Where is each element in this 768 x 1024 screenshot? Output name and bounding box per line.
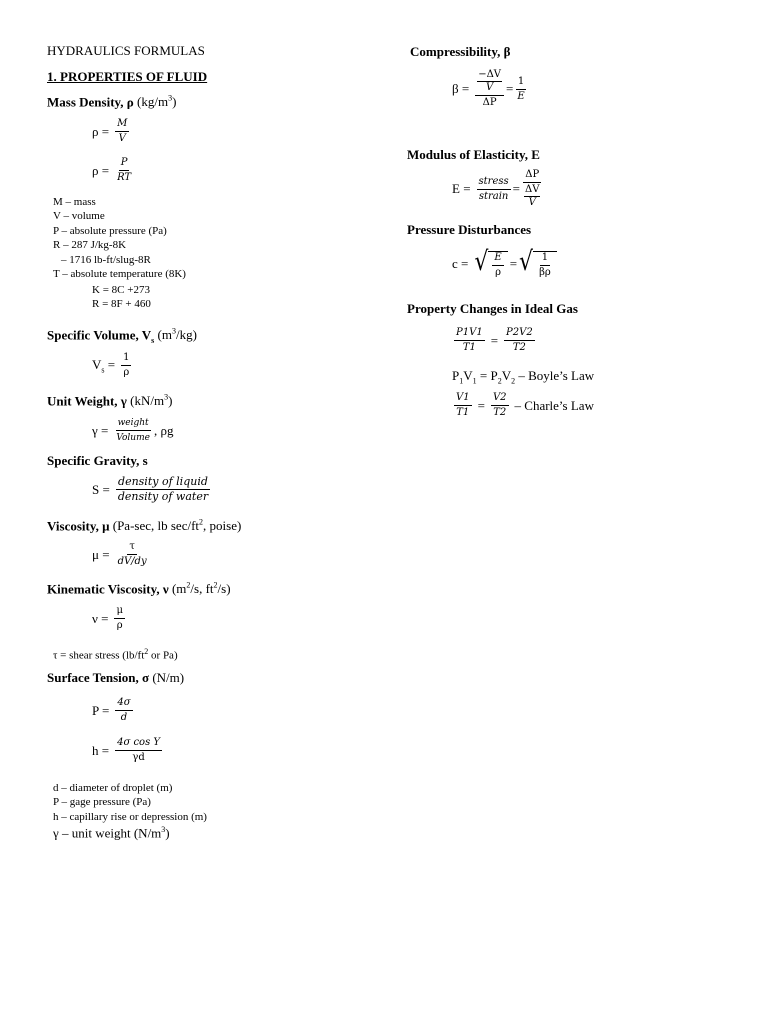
specific-gravity-heading: Specific Gravity, s	[47, 453, 148, 468]
sqrt-icon: √	[474, 247, 489, 278]
specific-volume-formula: $V_s$ = $\frac{1}{\rho}$	[92, 352, 130, 378]
specific-volume-heading: Specific Volume, $V_s$ $(m^3/kg)$	[47, 327, 197, 345]
ideal-gas-formula: $\frac{P1V1}{T1}$ = $\frac{P2V2}{T2}$	[456, 327, 533, 353]
pressure-disturbances-heading: Pressure Disturbances	[407, 222, 532, 237]
compressibility-formula: β = −ΔV V ΔP = $\frac{1}{E}$	[452, 69, 525, 108]
mass-density-heading: Mass Density, ρ $(kg/m^3)$	[47, 94, 177, 110]
modulus-formula: E = $\frac{\text{stress}}{\text{strain}}$ = ΔP ΔV V	[452, 169, 540, 208]
specific-gravity-formula: S = $\frac{\text{density of liquid}}{\text{density of water}}$	[92, 475, 209, 503]
surface-tension-legend	[53, 781, 207, 824]
legend-line: d – diameter of droplet (m)	[53, 782, 173, 794]
unit-weight-legend-line: γ – unit weight $(N/m^3)$	[53, 825, 170, 841]
conversion-line: K = 8C +273	[92, 284, 150, 296]
mass-density-formula-2: ρ = $\frac{P}{RT}$	[92, 157, 132, 183]
compressibility-heading: Compressibility, β	[410, 44, 511, 59]
modulus-heading: Modulus of Elasticity, E	[407, 147, 540, 162]
legend-line: h – capillary rise or depression (m)	[53, 810, 207, 823]
conversion-line: R = 8F + 460	[92, 298, 151, 311]
temperature-conversions	[92, 283, 151, 312]
legend-line: – 1716 lb-ft/slug-8R	[61, 253, 151, 266]
legend-line: P – gage pressure (Pa)	[53, 796, 151, 809]
shear-stress-note: τ = shear stress ($lb/ft^2$ or Pa)	[53, 647, 178, 662]
legend-line: T – absolute temperature (8K)	[53, 268, 186, 281]
section-heading: 1. PROPERTIES OF FLUID	[47, 69, 208, 84]
unit-weight-heading: Unit Weight, γ $(kN/m^3)$	[47, 393, 173, 409]
mass-density-legend	[53, 195, 186, 281]
surface-tension-formula-2: h = $\frac{\text{4σ cos Υ}}{\gamma d}$	[92, 737, 160, 763]
kinematic-viscosity-heading: Kinematic Viscosity, ν ($m^2/s$, $ft^2/s$)	[47, 581, 231, 597]
document-title: HYDRAULICS FORMULAS	[47, 43, 205, 58]
boyles-law: $P_1V_1 = P_2V_2$ – Boyle’s Law	[452, 368, 595, 386]
surface-tension-formula-1: P = $\frac{4\sigma}{d}$	[92, 697, 131, 723]
ideal-gas-heading: Property Changes in Ideal Gas	[407, 301, 578, 316]
unit-weight-formula: γ = $\frac{\text{weight}}{\text{Volume}}$ , ρg	[92, 418, 174, 443]
mass-density-formula-1: ρ = $\frac{M}{V}$	[92, 118, 128, 144]
legend-line: M – mass	[53, 196, 96, 208]
legend-line: V – volume	[53, 210, 105, 223]
kinematic-viscosity-formula: ν = $\frac{\mu}{\rho}$	[92, 605, 123, 631]
viscosity-heading: Viscosity, μ (Pa-sec, lb $\sec/ft^2$, poise)	[47, 518, 242, 534]
legend-line: P – absolute pressure (Pa)	[53, 224, 167, 237]
viscosity-formula: μ = $\frac{\tau}{dV/dy}$	[92, 541, 147, 567]
legend-line: R – 287 J/kg-8K	[53, 239, 127, 252]
charles-law-formula: $\frac{V1}{T1}$ = $\frac{V2}{T2}$ – Charle’s Law	[456, 392, 594, 418]
sqrt-icon: √	[519, 247, 534, 278]
surface-tension-heading: Surface Tension, σ (N/m)	[47, 670, 185, 685]
pressure-disturbances-formula: c = √ $\frac{E}{\rho}$ = √ $\frac{1}{\beta\rho}$	[452, 249, 559, 279]
